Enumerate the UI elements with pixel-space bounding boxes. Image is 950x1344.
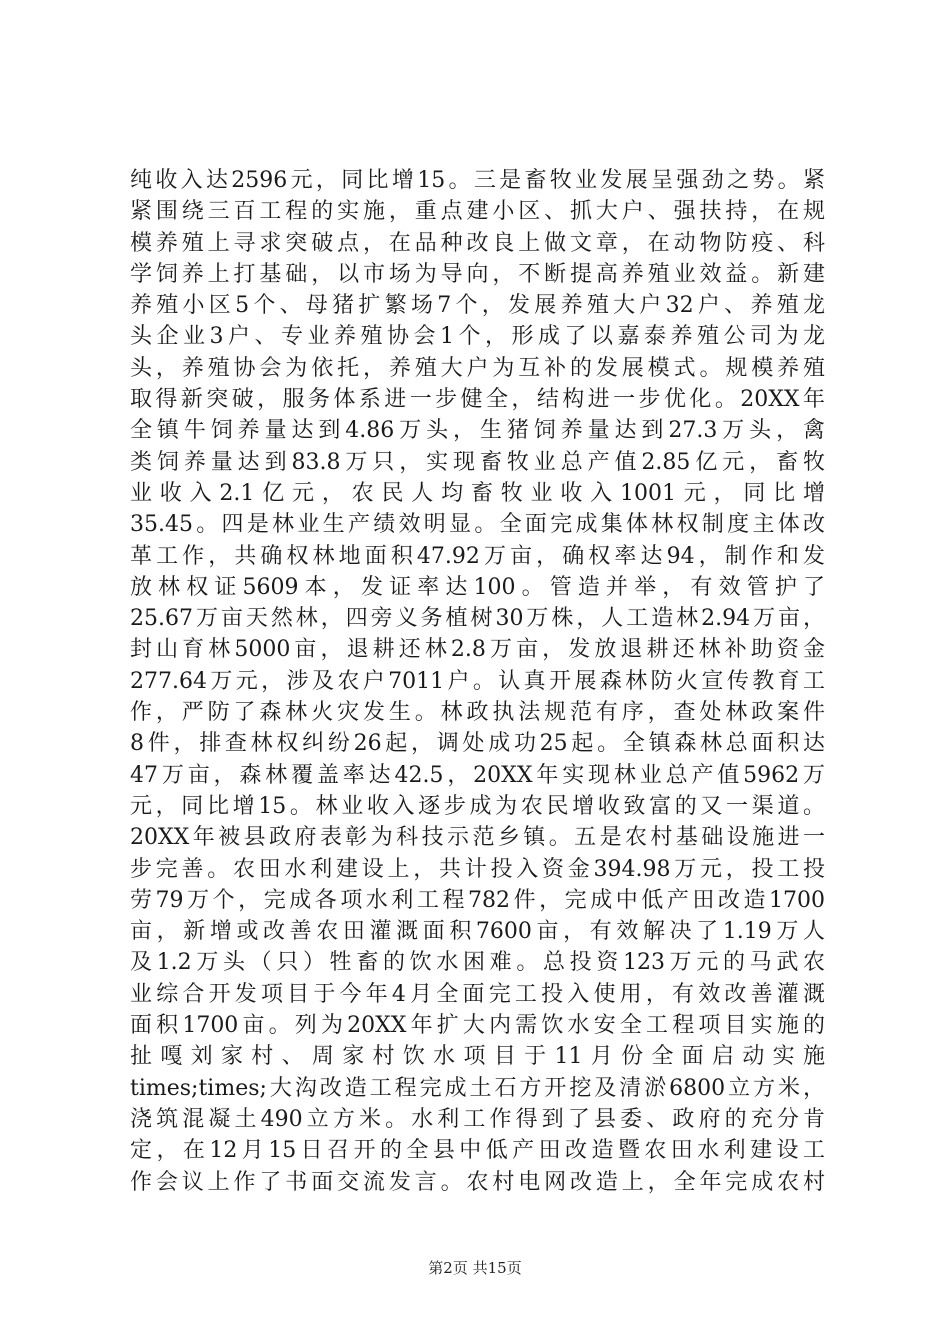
text-line: 养殖小区5个、母猪扩繁场7个，发展养殖大户32户、养殖龙 <box>130 293 825 319</box>
text-line: 浇筑混凝土490立方米。水利工作得到了县委、政府的充分肯 <box>130 1106 825 1132</box>
text-line: 紧围绕三百工程的实施，重点建小区、抓大户、强扶持，在规 <box>130 199 825 225</box>
text-line: 封山育林5000亩，退耕还林2.8万亩，发放退耕还林补助资金 <box>130 637 825 663</box>
text-line: 全镇牛饲养量达到4.86万头，生猪饲养量达到27.3万头，禽 <box>130 418 825 444</box>
text-line: 作，严防了森林火灾发生。林政执法规范有序，查处林政案件 <box>130 700 825 726</box>
text-line: 纯收入达2596元，同比增15。三是畜牧业发展呈强劲之势。紧 <box>130 168 825 193</box>
text-line: times;times;大沟改造工程完成土石方开挖及清淤6800立方米， <box>130 1075 825 1101</box>
text-line: 面积1700亩。列为20XX年扩大内需饮水安全工程项目实施的 <box>130 1013 825 1039</box>
text-line: 学饲养上打基础，以市场为导向，不断提高养殖业效益。新建 <box>130 261 825 287</box>
text-line: 头，养殖协会为依托，养殖大户为互补的发展模式。规模养殖 <box>130 355 825 381</box>
text-line: 取得新突破，服务体系进一步健全，结构进一步优化。20XX年 <box>130 387 825 413</box>
text-line: 47万亩，森林覆盖率达42.5，20XX年实现林业总产值5962万 <box>130 762 825 788</box>
text-line: 定，在12月15日召开的全县中低产田改造暨农田水利建设工 <box>130 1138 825 1164</box>
body-text <box>130 165 825 1198</box>
text-line: 元，同比增15。林业收入逐步成为农民增收致富的又一渠道。 <box>130 793 825 819</box>
text-line: 扯嘎刘家村、周家村饮水项目于11月份全面启动实施 <box>130 1044 825 1070</box>
text-line: 25.67万亩天然林，四旁义务植树30万株，人工造林2.94万亩， <box>130 606 825 632</box>
text-line: 8件，排查林权纠纷26起，调处成功25起。全镇森林总面积达 <box>130 731 825 757</box>
text-line: 类饲养量达到83.8万只，实现畜牧业总产值2.85亿元，畜牧 <box>130 449 825 475</box>
text-line: 业收入2.1亿元，农民人均畜牧业收入1001元，同比增 <box>130 480 825 506</box>
page-footer: 第2页 共15页 <box>428 1259 522 1277</box>
text-line: 作会议上作了书面交流发言。农村电网改造上，全年完成农村 <box>130 1169 825 1195</box>
text-line: 革工作，共确权林地面积47.92万亩，确权率达94，制作和发 <box>130 543 825 569</box>
text-line: 放林权证5609本，发证率达100。管造并举，有效管护了 <box>130 574 825 600</box>
text-line: 步完善。农田水利建设上，共计投入资金394.98万元，投工投 <box>130 856 825 882</box>
text-line: 劳79万个，完成各项水利工程782件，完成中低产田改造1700 <box>130 887 825 913</box>
text-line: 及1.2万头（只）牲畜的饮水困难。总投资123万元的马武农 <box>130 950 825 976</box>
text-line: 20XX年被县政府表彰为科技示范乡镇。五是农村基础设施进一 <box>130 825 825 851</box>
text-line: 亩，新增或改善农田灌溉面积7600亩，有效解决了1.19万人 <box>130 919 825 945</box>
text-line: 模养殖上寻求突破点，在品种改良上做文章，在动物防疫、科 <box>130 230 825 256</box>
text-line: 277.64万元，涉及农户7011户。认真开展森林防火宣传教育工 <box>130 668 825 694</box>
text-line: 35.45。四是林业生产绩效明显。全面完成集体林权制度主体改 <box>130 512 825 538</box>
text-line: 头企业3户、专业养殖协会1个，形成了以嘉泰养殖公司为龙 <box>130 324 825 350</box>
text-line: 业综合开发项目于今年4月全面完工投入使用，有效改善灌溉 <box>130 981 825 1007</box>
